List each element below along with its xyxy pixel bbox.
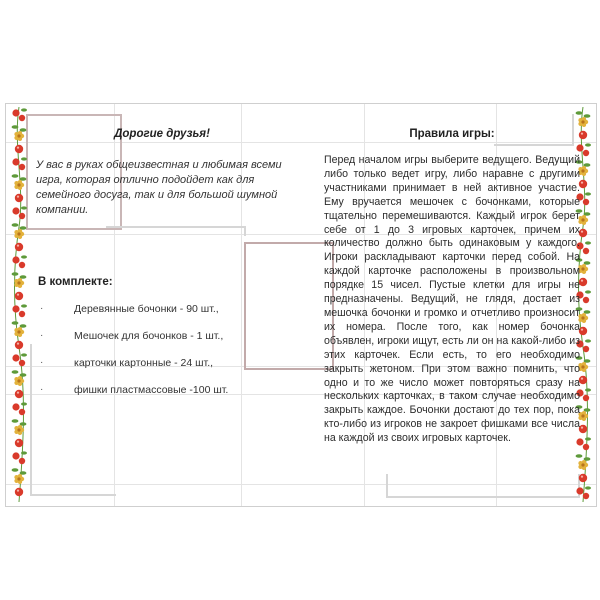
berry-icon (12, 207, 19, 214)
bullet: · (40, 330, 44, 341)
berry-icon (12, 256, 19, 263)
leaf-icon (576, 454, 583, 458)
berry-icon (12, 403, 19, 410)
berry-icon (576, 487, 583, 494)
decorative-frame (386, 474, 580, 498)
berry-icon (19, 213, 25, 219)
leaf-icon (21, 304, 27, 307)
bullet: · (40, 384, 44, 395)
leaf-icon (585, 339, 591, 342)
leaf-icon (21, 157, 27, 160)
berry-icon (579, 229, 587, 237)
berry-highlight (581, 280, 583, 282)
berry-icon (12, 452, 19, 459)
flower-center (17, 477, 20, 480)
kit-item (38, 383, 288, 397)
leaf-icon (21, 353, 27, 356)
berry-icon (579, 425, 587, 433)
bullet: · (40, 357, 44, 368)
berry-icon (15, 243, 23, 251)
game-rules-sheet (5, 103, 597, 507)
flower-center (17, 183, 20, 186)
leaf-icon (21, 255, 27, 258)
flower-center (17, 281, 20, 284)
berry-icon (19, 360, 25, 366)
berry-highlight (17, 147, 19, 149)
flower-center (581, 267, 584, 270)
decorative-frame (106, 226, 246, 236)
berry-icon (15, 341, 23, 349)
berry-icon (583, 395, 589, 401)
berry-icon (579, 327, 587, 335)
kit-item-text: карточки картонные - 24 шт., (74, 357, 214, 369)
leaf-icon (585, 143, 591, 146)
berry-icon (583, 248, 589, 254)
kit-title: В комплекте: (38, 276, 113, 288)
berry-highlight (581, 231, 583, 233)
berry-icon (15, 439, 23, 447)
flower-center (581, 218, 584, 221)
leaf-icon (21, 108, 27, 111)
berry-icon (15, 194, 23, 202)
flower-center (581, 316, 584, 319)
berry-icon (579, 278, 587, 286)
berry-icon (579, 180, 587, 188)
leaf-icon (585, 241, 591, 244)
leaf-icon (585, 486, 591, 489)
kit-item-text: Деревянные бочонки - 90 шт., (74, 303, 219, 315)
berry-icon (19, 164, 25, 170)
left-floral-border (9, 107, 29, 502)
berry-icon (19, 311, 25, 317)
berry-icon (579, 474, 587, 482)
flower-center (581, 120, 584, 123)
flower-center (17, 428, 20, 431)
berry-icon (12, 354, 19, 361)
berry-icon (19, 115, 25, 121)
berry-icon (12, 158, 19, 165)
berry-icon (19, 262, 25, 268)
kit-item-text: Мешочек для бочонков - 1 шт., (74, 330, 224, 342)
leaf-icon (585, 192, 591, 195)
berry-icon (579, 376, 587, 384)
greeting-title: Дорогие друзья! (114, 128, 210, 140)
leaf-icon (12, 468, 19, 472)
berry-highlight (581, 427, 583, 429)
flower-center (581, 365, 584, 368)
kit-item-text: фишки пластмассовые -100 шт. (74, 384, 229, 396)
leaf-icon (585, 437, 591, 440)
berry-icon (15, 390, 23, 398)
berry-icon (15, 145, 23, 153)
berry-highlight (17, 294, 19, 296)
flower-center (581, 414, 584, 417)
bullet: · (40, 303, 44, 314)
flower-center (17, 232, 20, 235)
leaf-icon (12, 272, 19, 276)
berry-highlight (581, 329, 583, 331)
leaf-icon (585, 388, 591, 391)
floral-ornament-icon (9, 107, 29, 502)
leaf-icon (585, 290, 591, 293)
berry-highlight (17, 490, 19, 492)
berry-icon (12, 305, 19, 312)
kit-item (38, 302, 288, 316)
kit-item (38, 329, 288, 343)
berry-highlight (581, 476, 583, 478)
berry-icon (15, 488, 23, 496)
kit-contents-section (38, 276, 288, 410)
berry-icon (19, 409, 25, 415)
berry-icon (12, 109, 19, 116)
berry-icon (583, 297, 589, 303)
greeting-section (36, 128, 288, 218)
berry-icon (583, 444, 589, 450)
rules-title: Правила игры: (409, 128, 495, 140)
rules-section (324, 128, 580, 446)
berry-highlight (581, 378, 583, 380)
leaf-icon (21, 451, 27, 454)
leaf-icon (12, 223, 19, 227)
flower-center (581, 463, 584, 466)
berry-highlight (581, 182, 583, 184)
berry-highlight (581, 133, 583, 135)
leaf-icon (12, 125, 19, 129)
berry-icon (583, 150, 589, 156)
flower-center (17, 379, 20, 382)
berry-highlight (17, 196, 19, 198)
berry-icon (19, 458, 25, 464)
berry-icon (583, 346, 589, 352)
flower-center (17, 330, 20, 333)
flower-center (17, 134, 20, 137)
rules-text: Перед началом игры выберите ведущего. Ведущий либо только ведет игру, либо наравне с другими участниками принимает в ней активное участие. Ему вручается мешочек с бочонками, которые тщательно перемешиваются. Каждый игрок берет себе от 1 до 3 игровых карточек, причем их количество должно быть одинаковым у каждого. Игроки раскладывают карточки перед собой. На каждой карточке расположены в произвольном порядке 15 чисел. Пустые клетки для игры не предназначены. Ведущий, не глядя, достает из мешочка бочонки и громко и отчетливо произносит их номера. После того, как номер бочонка объявлен, игроки ищут, есть ли он на какой-либо из этих карточек. Если есть, то его необходимо закрыть жетоном. При этом важно помнить, что одно и то же число может повторяться сразу на нескольких карточках, в таком случае необходимо закрыть каждое. Бочонки достают до тех пор, пока кто-либо из игроков не закроет фишками все числа на каждой из своих игровых карточек. (324, 154, 580, 445)
leaf-icon (21, 206, 27, 209)
leaf-icon (12, 370, 19, 374)
berry-highlight (17, 441, 19, 443)
intro-text: У вас в руках общеизвестная и любимая всеми игра, которая отлично подойдет как для семейного досуга, так и для большой шумной компании. (36, 159, 282, 216)
berry-highlight (17, 343, 19, 345)
berry-icon (579, 131, 587, 139)
leaf-icon (12, 419, 19, 423)
leaf-icon (12, 174, 19, 178)
berry-highlight (17, 392, 19, 394)
kit-item (38, 356, 288, 370)
leaf-icon (21, 402, 27, 405)
berry-icon (583, 493, 589, 499)
berry-icon (583, 199, 589, 205)
berry-highlight (17, 245, 19, 247)
leaf-icon (12, 321, 19, 325)
berry-icon (15, 292, 23, 300)
leaf-icon (576, 111, 583, 115)
flower-center (581, 169, 584, 172)
